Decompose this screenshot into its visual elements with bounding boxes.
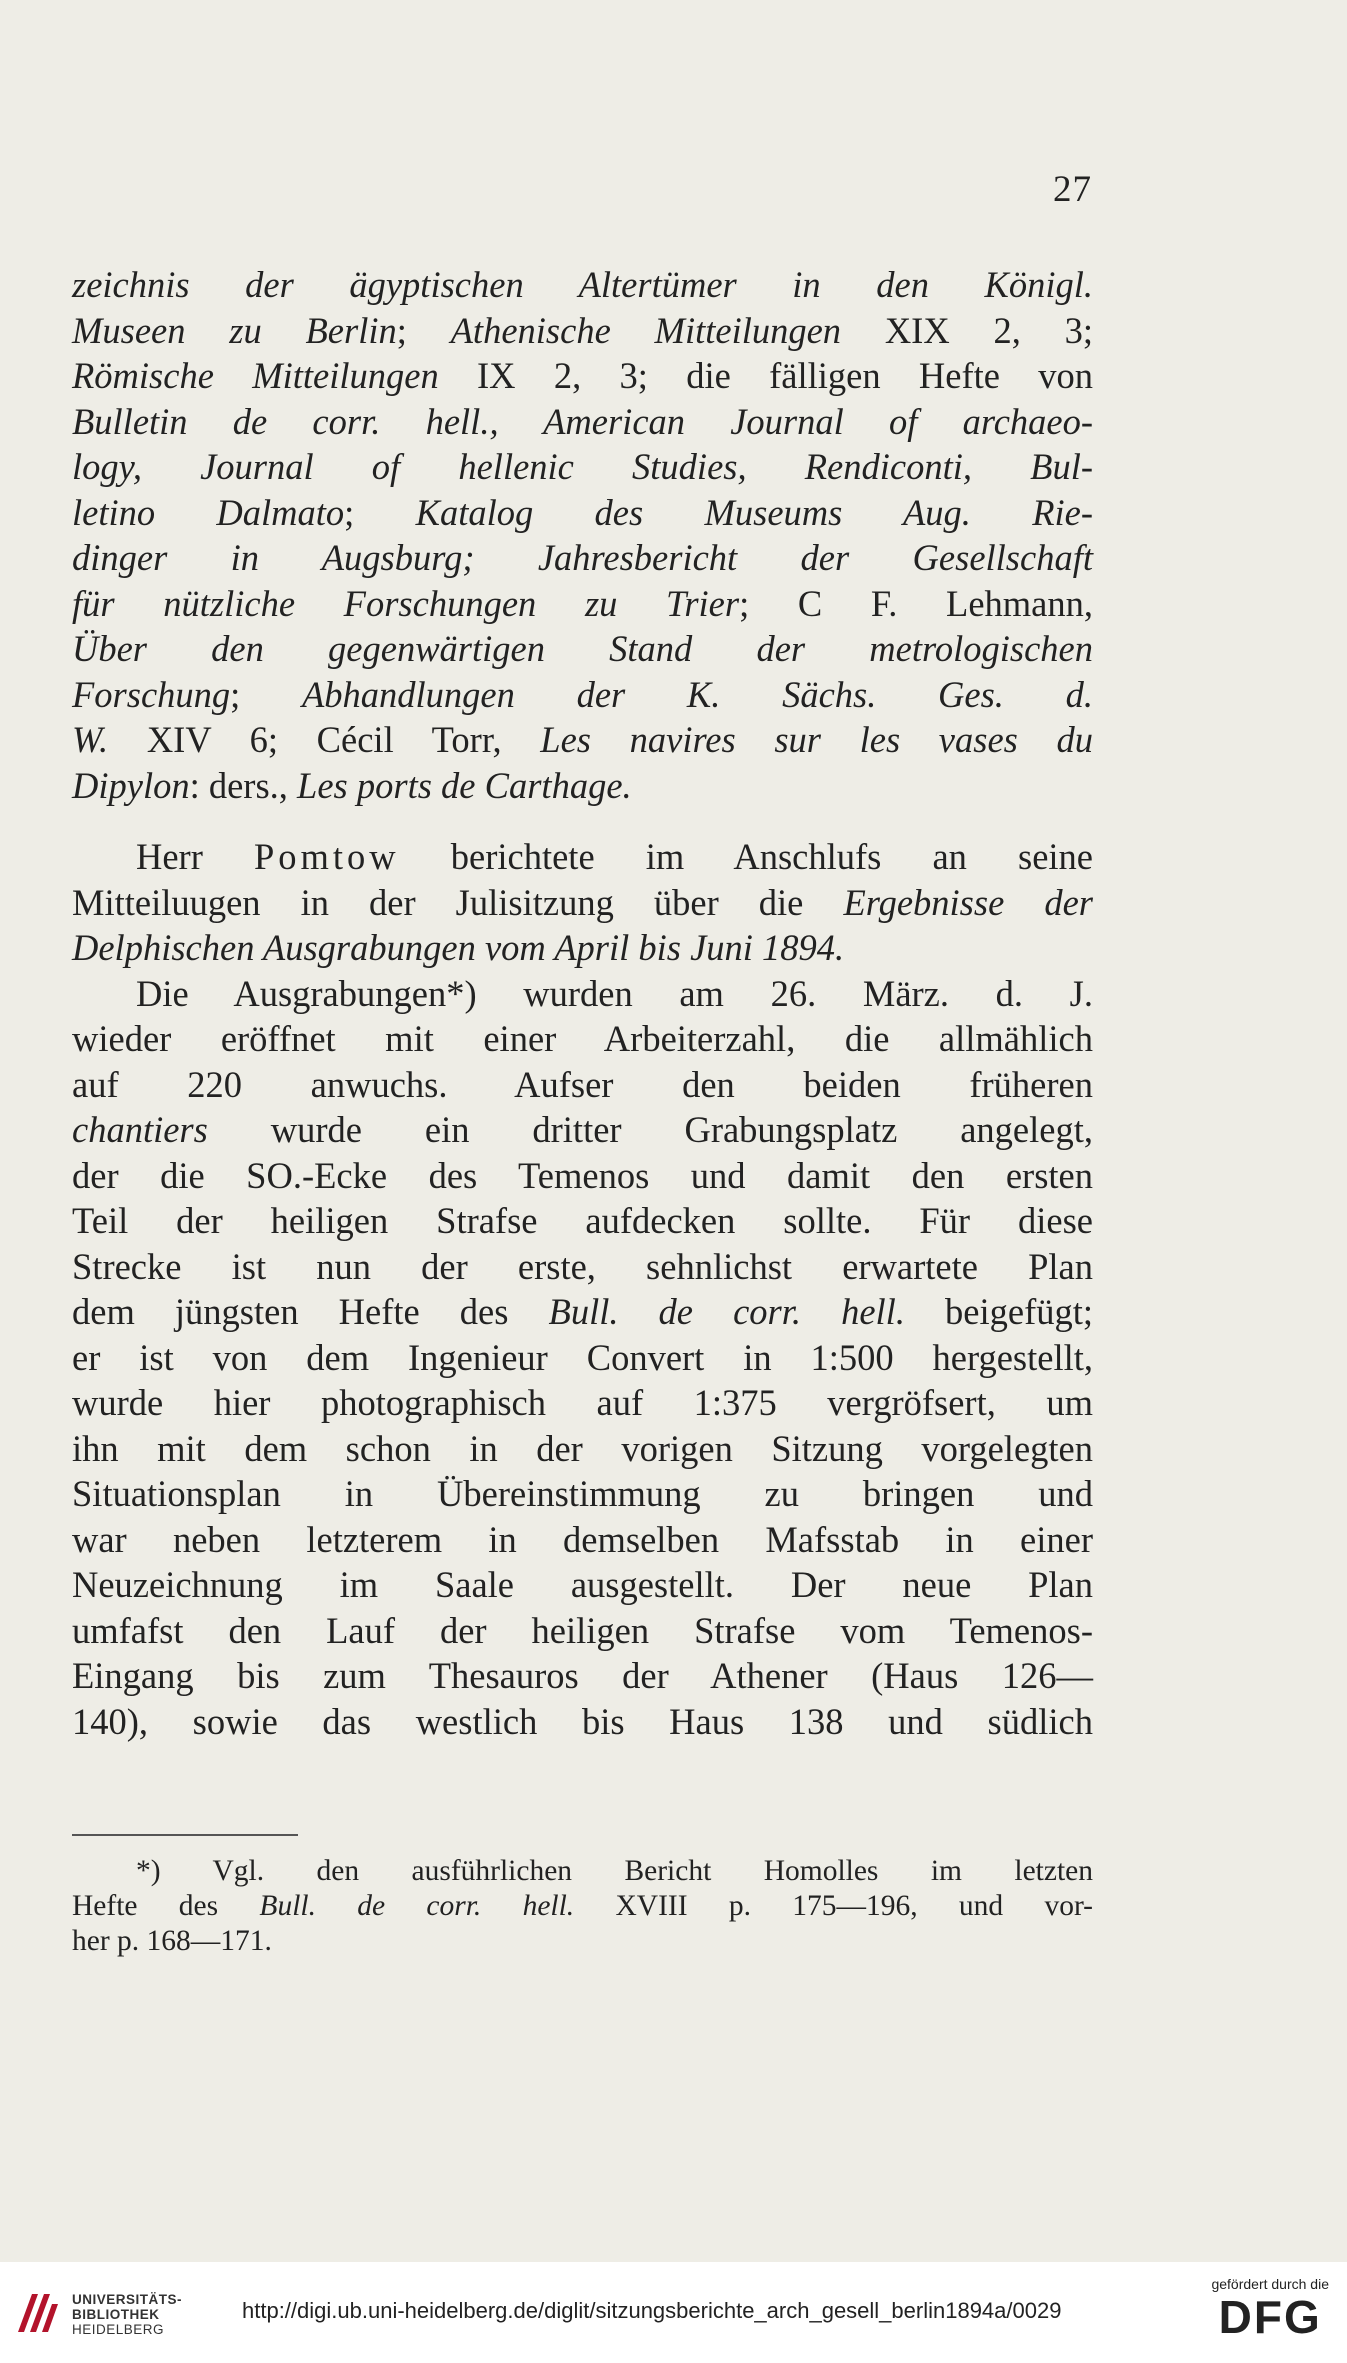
text-segment: wurde ein dritter Grabungsplatz angelegt, [207, 1109, 1093, 1150]
text-segment: Bull. de corr. hell. [548, 1291, 905, 1332]
text-line [72, 1517, 1093, 1563]
text-line [72, 1380, 1093, 1426]
text-segment: Situationsplan in Übereinstimmung zu bringen und [72, 1473, 1093, 1514]
text-segment: Forschung [72, 673, 231, 715]
text-line [72, 834, 1093, 880]
digitization-footer [0, 2262, 1347, 2363]
text-line [72, 581, 1093, 627]
text-segment: für nützliche Forschungen zu Trier [72, 582, 740, 624]
text-line [72, 626, 1093, 672]
text-segment: Museen zu Berlin [72, 309, 397, 351]
text-segment: Dipylon [72, 764, 190, 806]
text-segment: logy, Journal of hellenic Studies, Rendiconti, Bul- [72, 446, 1093, 487]
text-segment: Bull. de corr. hell. [259, 1890, 575, 1922]
text-segment: XIV 6; Cécil Torr, [108, 719, 541, 760]
text-segment: Hefte des [72, 1890, 260, 1922]
text-line [72, 971, 1093, 1017]
text-segment: ; [344, 491, 416, 533]
text-segment: Neuzeichnung im Saale ausgestellt. Der neue Plan [72, 1564, 1093, 1605]
text-segment: Ergebnisse der [843, 881, 1093, 923]
text-segment: Bulletin de corr. hell., American Journal of archaeo- [72, 400, 1093, 442]
text-segment: berichtete im Anschlufs an seine [399, 836, 1093, 877]
text-segment: wieder eröffnet mit einer Arbeiterzahl, die allmählich [72, 1018, 1093, 1059]
text-segment: beigefügt; [904, 1291, 1094, 1332]
text-segment: Teil der heiligen Strafse aufdecken sollte. Für diese [72, 1200, 1093, 1241]
text-line [72, 1198, 1093, 1244]
text-segment: der die SO.-Ecke des Temenos und damit den ersten [72, 1154, 1093, 1196]
funder-label: gefördert durch die [1211, 2276, 1329, 2292]
library-name-line-2: BIBLIOTHEK [72, 2307, 160, 2322]
text-line [72, 262, 1093, 308]
text-segment: Über den gegenwärtigen Stand der metrologischen [72, 628, 1093, 669]
text-line [72, 308, 1093, 354]
text-line [72, 672, 1093, 718]
text-segment: Eingang bis zum Thesauros der Athener (Haus 126— [72, 1655, 1093, 1696]
text-segment: zeichnis der ägyptischen Altertümer in den Königl. [72, 264, 1093, 305]
text-segment: wurde hier photographisch auf 1:375 vergröfsert, um [72, 1382, 1093, 1423]
text-segment: Die Ausgrabungen*) wurden am 26. März. d. J. [136, 972, 1093, 1014]
paragraph-2 [72, 834, 1093, 971]
text-segment: auf 220 anwuchs. Aufser den beiden früheren [72, 1063, 1093, 1105]
text-line [72, 1426, 1093, 1472]
text-segment: Les ports de Carthage. [297, 764, 632, 806]
text-line [72, 399, 1093, 445]
text-line [72, 1889, 1093, 1924]
paragraph-gap [72, 808, 1093, 834]
text-line [72, 1699, 1093, 1745]
body-text [72, 262, 1093, 1744]
text-segment: dem jüngsten Hefte des [72, 1291, 549, 1332]
text-segment: war neben letzterem in demselben Mafsstab in einer [72, 1518, 1093, 1560]
text-line [72, 717, 1093, 763]
dfg-logo[interactable]: DFG [1218, 2291, 1322, 2343]
text-segment: er ist von dem Ingenieur Convert in 1:500 hergestellt, [72, 1336, 1093, 1378]
text-segment: ihn mit dem schon in der vorigen Sitzung vorgelegten [72, 1427, 1093, 1469]
text-line [72, 353, 1093, 399]
library-name-line-1: UNIVERSITÄTS- [72, 2292, 183, 2307]
text-line [72, 925, 1093, 971]
text-segment: XIX 2, 3; [841, 309, 1093, 351]
text-line [72, 1062, 1093, 1108]
library-name [72, 2292, 182, 2337]
text-line [72, 1335, 1093, 1381]
page-number: 27 [1053, 169, 1092, 210]
text-segment: Pomtow [253, 836, 400, 877]
text-line [72, 1471, 1093, 1517]
text-segment: 140), sowie das westlich bis Haus 138 und südlich [72, 1700, 1093, 1742]
text-line [72, 1016, 1093, 1062]
text-line [72, 1244, 1093, 1290]
text-line [72, 535, 1093, 581]
text-line [72, 1562, 1093, 1608]
text-line [72, 1608, 1093, 1654]
text-segment: : ders., [189, 764, 298, 806]
text-segment: Abhandlungen der K. Sächs. Ges. d. [302, 673, 1093, 715]
text-segment: Mitteiluugen in der Julisitzung über die [72, 881, 844, 923]
text-line [72, 1289, 1093, 1335]
text-segment: Delphischen Ausgrabungen vom April bis Juni 1894. [72, 927, 845, 968]
text-line [72, 1854, 1093, 1889]
text-segment: umfafst den Lauf der heiligen Strafse vom Temenos- [72, 1609, 1093, 1651]
text-segment: Les navires sur les vases du [540, 719, 1093, 760]
text-line [72, 880, 1093, 926]
paragraph-3 [72, 971, 1093, 1745]
text-segment: W. [72, 719, 109, 760]
paragraph-1 [72, 262, 1093, 808]
library-name-line-3: HEIDELBERG [72, 2322, 165, 2337]
footnote-rule [72, 1834, 298, 1836]
text-segment: ; [230, 673, 302, 715]
text-segment: dinger in Augsburg; Jahresbericht der Gesellschaft [72, 537, 1093, 578]
text-segment: chantiers [72, 1109, 208, 1150]
text-line [72, 1107, 1093, 1153]
text-segment: Athenische Mitteilungen [450, 309, 842, 351]
text-segment: Katalog des Museums Aug. Rie- [415, 491, 1093, 533]
text-segment: Römische Mitteilungen [72, 355, 439, 396]
text-segment: letino Dalmato [72, 491, 345, 533]
text-segment: IX 2, 3; die fälligen Hefte von [438, 355, 1093, 396]
text-segment: ; C F. Lehmann, [739, 582, 1094, 624]
text-segment: XVIII p. 175—196, und vor- [574, 1890, 1094, 1922]
text-line [72, 1153, 1093, 1199]
text-line [72, 444, 1093, 490]
text-line [72, 1924, 1093, 1959]
text-segment: her p. 168—171. [72, 1925, 272, 1957]
text-line [72, 763, 1093, 809]
text-line [72, 490, 1093, 536]
permalink-url[interactable]: http://digi.ub.uni-heidelberg.de/diglit/sitzungsberichte_arch_gesell_berlin1894a/0029 [242, 2298, 1062, 2323]
text-line [72, 1653, 1093, 1699]
footnote [72, 1854, 1093, 1959]
text-segment: Strecke ist nun der erste, sehnlichst erwartete Plan [72, 1245, 1093, 1287]
text-segment: *) Vgl. den ausführlichen Bericht Homolles im letzten [136, 1855, 1093, 1887]
text-segment: ; [396, 309, 451, 351]
text-segment: Herr [136, 836, 254, 877]
funder-credit [1211, 2276, 1329, 2343]
ub-heidelberg-logo-icon[interactable] [12, 2286, 64, 2338]
